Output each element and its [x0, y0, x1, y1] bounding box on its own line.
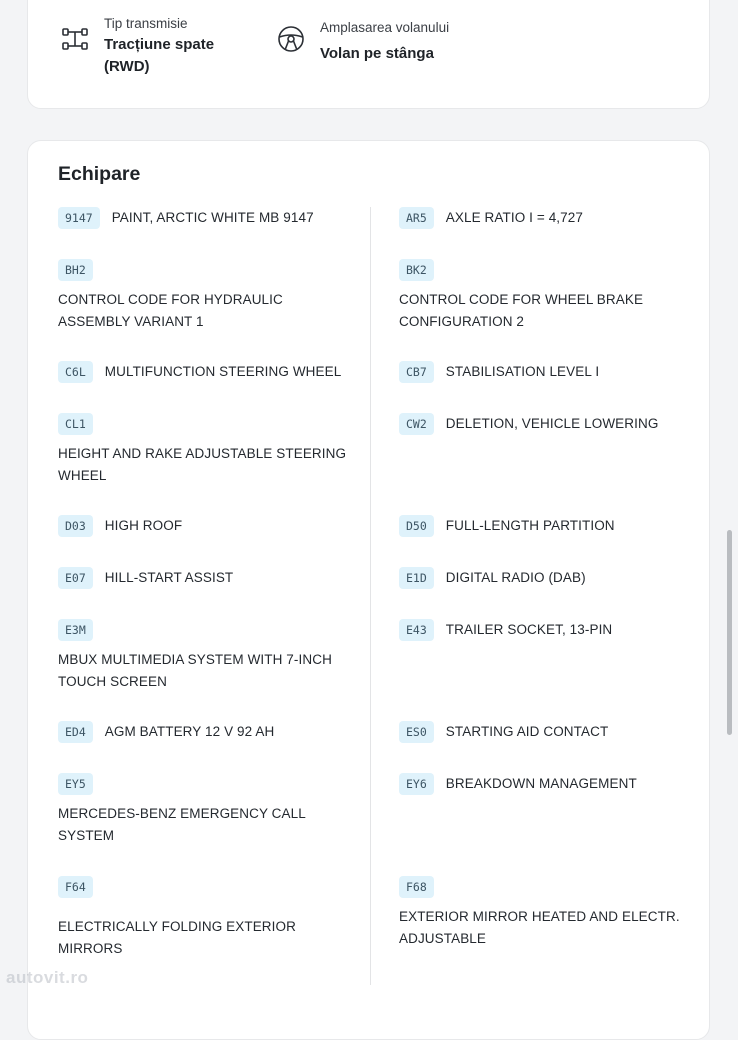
spec-steering-label: Amplasarea volanului [320, 20, 450, 35]
spec-transmission-label: Tip transmisie [104, 16, 188, 31]
spec-steering [276, 18, 449, 65]
equipment-code: C6L [58, 361, 93, 383]
equipment-label: FULL-LENGTH PARTITION [445, 518, 615, 533]
equipment-code: EY6 [399, 773, 434, 795]
equipment-label: TRAILER SOCKET, 13-PIN [445, 622, 613, 637]
equipment-code: CW2 [399, 413, 434, 435]
equipment-item [58, 721, 348, 743]
equipment-item [399, 413, 689, 435]
section-title: Echipare [58, 163, 141, 185]
equipment-code: BH2 [58, 259, 93, 281]
equipment-code: CL1 [58, 413, 93, 435]
equipment-label: MERCEDES-BENZ EMERGENCY CALL SYSTEM [58, 806, 306, 843]
equipment-item [58, 515, 348, 537]
equipment-label: DIGITAL RADIO (DAB) [445, 570, 586, 585]
equipment-code: ED4 [58, 721, 93, 743]
equipment-item [399, 259, 689, 333]
equipment-label: CONTROL CODE FOR HYDRAULIC ASSEMBLY VARIANT 1 [58, 292, 283, 329]
specs-card [27, 0, 710, 109]
watermark-logo: autovit.ro [6, 968, 89, 987]
equipment-code: 9147 [58, 207, 100, 229]
equipment-code: F68 [399, 876, 434, 898]
equipment-label: STARTING AID CONTACT [445, 724, 609, 739]
equipment-item [58, 361, 348, 383]
equipment-code: E43 [399, 619, 434, 641]
steering-wheel-icon [276, 24, 306, 54]
equipment-label: DELETION, VEHICLE LOWERING [445, 416, 659, 431]
equipment-label: MULTIFUNCTION STEERING WHEEL [104, 364, 342, 379]
equipment-item [399, 515, 689, 537]
equipment-label: ELECTRICALLY FOLDING EXTERIOR MIRRORS [58, 919, 296, 956]
equipment-item [58, 413, 348, 487]
equipment-card [27, 140, 710, 1040]
equipment-code: E1D [399, 567, 434, 589]
equipment-code: F64 [58, 876, 93, 898]
scrollbar-thumb[interactable] [727, 530, 732, 735]
equipment-label: CONTROL CODE FOR WHEEL BRAKE CONFIGURATION 2 [399, 292, 644, 329]
equipment-item [399, 619, 689, 641]
equipment-code: D50 [399, 515, 434, 537]
equipment-item [58, 567, 348, 589]
equipment-label: EXTERIOR MIRROR HEATED AND ELECTR. ADJUSTABLE [399, 909, 680, 946]
equipment-label: HEIGHT AND RAKE ADJUSTABLE STEERING WHEEL [58, 446, 347, 483]
equipment-code: E3M [58, 619, 93, 641]
equipment-item [399, 721, 689, 743]
spec-transmission-value: Tracțiune spate (RWD) [104, 36, 215, 75]
equipment-code: EY5 [58, 773, 93, 795]
equipment-code: E07 [58, 567, 93, 589]
equipment-label: AXLE RATIO I = 4,727 [445, 210, 583, 225]
equipment-code: ES0 [399, 721, 434, 743]
equipment-label: PAINT, ARCTIC WHITE MB 9147 [111, 210, 314, 225]
spec-steering-value: Volan pe stânga [320, 45, 434, 62]
equipment-label: STABILISATION LEVEL I [445, 364, 600, 379]
equipment-item [58, 876, 348, 960]
equipment-code: D03 [58, 515, 93, 537]
equipment-label: HILL-START ASSIST [104, 570, 234, 585]
equipment-item [399, 361, 689, 383]
equipment-label: MBUX MULTIMEDIA SYSTEM WITH 7-INCH TOUCH SCREEN [58, 652, 332, 689]
equipment-item [58, 773, 348, 847]
equipment-item [399, 567, 689, 589]
spec-transmission [60, 14, 234, 78]
equipment-item [58, 619, 348, 693]
equipment-item [399, 207, 689, 229]
equipment-label: AGM BATTERY 12 V 92 AH [104, 724, 275, 739]
equipment-item [399, 876, 689, 950]
equipment-code: CB7 [399, 361, 434, 383]
equipment-item [58, 207, 348, 229]
equipment-item [399, 773, 689, 795]
equipment-item [58, 259, 348, 333]
equipment-label: BREAKDOWN MANAGEMENT [445, 776, 637, 791]
equipment-code: BK2 [399, 259, 434, 281]
column-divider [370, 207, 371, 985]
drivetrain-icon [60, 24, 90, 54]
equipment-label: HIGH ROOF [104, 518, 183, 533]
equipment-code: AR5 [399, 207, 434, 229]
